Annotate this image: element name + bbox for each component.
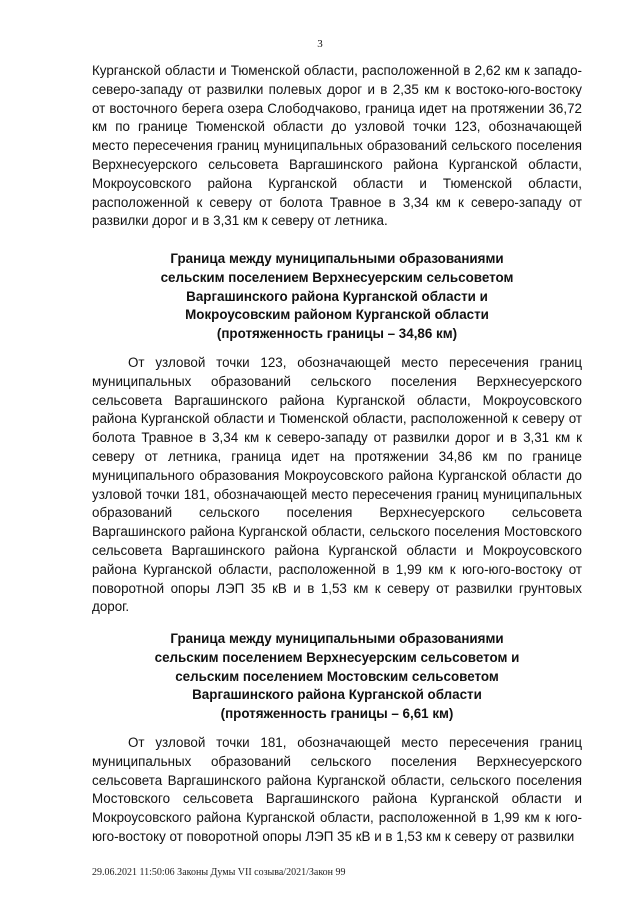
heading-line: сельским поселением Верхнесуерским сельсоветом [160,269,514,285]
heading-line: (протяженность границы – 34,86 км) [216,326,458,342]
paragraph-1: Курганской области и Тюменской области, расположенной в 2,62 км к западо-северо-западу от развилки полевых дорог и в 2,35 км к востоко-юго-востоку от восточного берега озера Слободчаково, граница идет на протяжении 36,72 км по границе Тюменской области до узловой точки 123, обозначающей место пересечения границ муниципальных образований сельского поселения Верхнесуерского сельсовета Варгашинского района Курганской области, Мокроусовского района Курганской области и Тюменской области, расположенной к северу от болота Травное в 3,34 км к северо-западу от развилки дорог и в 3,31 км к северу от летника. [92,63,582,229]
paragraph-3: От узловой точки 181, обозначающей место пересечения границ муниципальных образований сельского поселения Верхнесуерского сельсовета Варгашинского района Курганской области, сельского поселения Мостовского сельсовета Варгашинского района Курганской области и Мокроусовского района Курганской области, расположенной в 1,99 км к юго-юго-востоку от поворотной опоры ЛЭП 35 кВ и в 1,53 км к северу от развилки [92,735,582,844]
heading-line: Варгашинского района Курганской области [192,687,482,703]
heading-line: Мокроусовским районом Курганской области [185,307,489,323]
section-heading-1 [92,250,582,344]
footer-stamp: 29.06.2021 11:50:06 Законы Думы VII созыва/2021/Закон 99 [92,867,346,878]
section-heading-2 [92,630,582,724]
page-number: 3 [317,38,323,50]
heading-line: Граница между муниципальными образованиями [170,251,504,266]
paragraph-2: От узловой точки 123, обозначающей место пересечения границ муниципальных образований сельского поселения Верхнесуерского сельсовета Варгашинского района Курганской области, Мокроусовского района Курганской области и Тюменской области, расположенной к северу от болота Травное в 3,34 км к северо-западу от развилки дорог и в 3,31 км к северу от летника, граница идет на протяжении 34,86 км по границе муниципального образования Мокроусовского района Курганской области до узловой точки 181, обозначающей место пересечения границ муниципальных образований сельского поселения Верхнесуерского сельсовета Варгашинского района Курганской области, сельского поселения Мостовского сельсовета Варгашинского района Курганской области и Мокроусовского района Курганской области, расположенной в 1,99 км к юго-юго-востоку от поворотной опоры ЛЭП 35 кВ и в 1,53 км к северу от развилки грунтовых дорог. [92,355,582,615]
heading-line: сельским поселением Верхнесуерским сельсоветом и [154,649,520,665]
heading-line: (протяженность границы – 6,61 км) [220,706,454,722]
heading-line: Варгашинского района Курганской области и [186,288,488,304]
heading-line: сельским поселением Мостовским сельсоветом [175,668,499,684]
heading-line: Граница между муниципальными образованиями [170,631,504,646]
